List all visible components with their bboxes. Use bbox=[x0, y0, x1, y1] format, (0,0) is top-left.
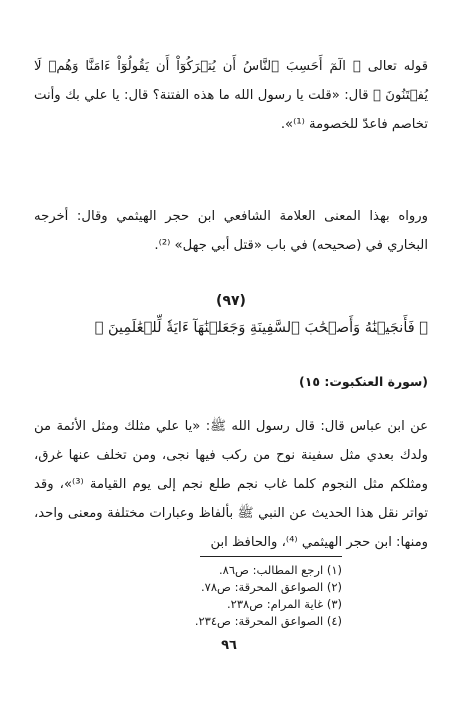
paragraph-narration: ورواه بهذا المعنى العلامة الشافعي ابن حجر الهيثمي وقال: أخرجه البخاري في (صحيحه) في باب «قتل أبي جهل» ⁽²⁾. bbox=[34, 209, 428, 253]
paragraph-quran-commentary: قوله تعالى ﴿ الٓمٓ أَحَسِبَ ٱلنَّاسُ أَن يُتۡرَكُوٓاْ أَن يَقُولُوٓاْ ءَامَنَّا وَهُمۡ لَا يُفۡتَنُونَ ﴾ قال: «قلت يا رسول الله ما هذه الفتنة؟ قال: يا علي بك وأنت تخاصم فاعدّ للخصومة ⁽¹⁾». bbox=[34, 59, 428, 132]
page-body bbox=[34, 52, 428, 580]
surah-reference: (سورة العنكبوت: ١٥) bbox=[298, 374, 428, 389]
page-number: ٩٦ bbox=[221, 638, 237, 653]
footnote-2: (٢) الصواعق المحرقة: ص٧٨. bbox=[201, 580, 342, 594]
footnote-separator bbox=[200, 556, 342, 557]
footnote-1: (١) ارجع المطالب: ص٨٦. bbox=[219, 563, 342, 577]
footnotes bbox=[150, 562, 342, 630]
verse-number: (٩٧) bbox=[216, 293, 246, 309]
footnote-4: (٤) الصواعق المحرقة: ص٢٣٤. bbox=[194, 614, 342, 628]
quran-verse: ﴿ فَأَنجَيۡنَٰهُ وَأَصۡحَٰبَ ٱلسَّفِينَةِ وَجَعَلۡنَٰهَآ ءَايَةٗ لِّلۡعَٰلَمِينَ ﴾ bbox=[94, 320, 428, 336]
paragraph-hadith: عن ابن عباس قال: قال رسول الله ﷺ: «يا علي مثلك ومثل الأئمة من ولدك بعدي مثل سفينة نوح من ركب فيها نجى، ومن تخلف عنها غرق، ومثلكم مثل النجوم كلما غاب نجم طلع نجم إلى يوم القيامة ⁽³⁾»، وقد تواتر نقل هذا الحديث عن النبي ﷺ بألفاظ وعبارات مختلفة ومعنى واحد، ومنها: ابن حجر الهيثمي ⁽⁴⁾، والحافظ ابن bbox=[34, 419, 428, 550]
footnote-3: (٣) غاية المرام: ص٢٣٨. bbox=[227, 597, 342, 611]
